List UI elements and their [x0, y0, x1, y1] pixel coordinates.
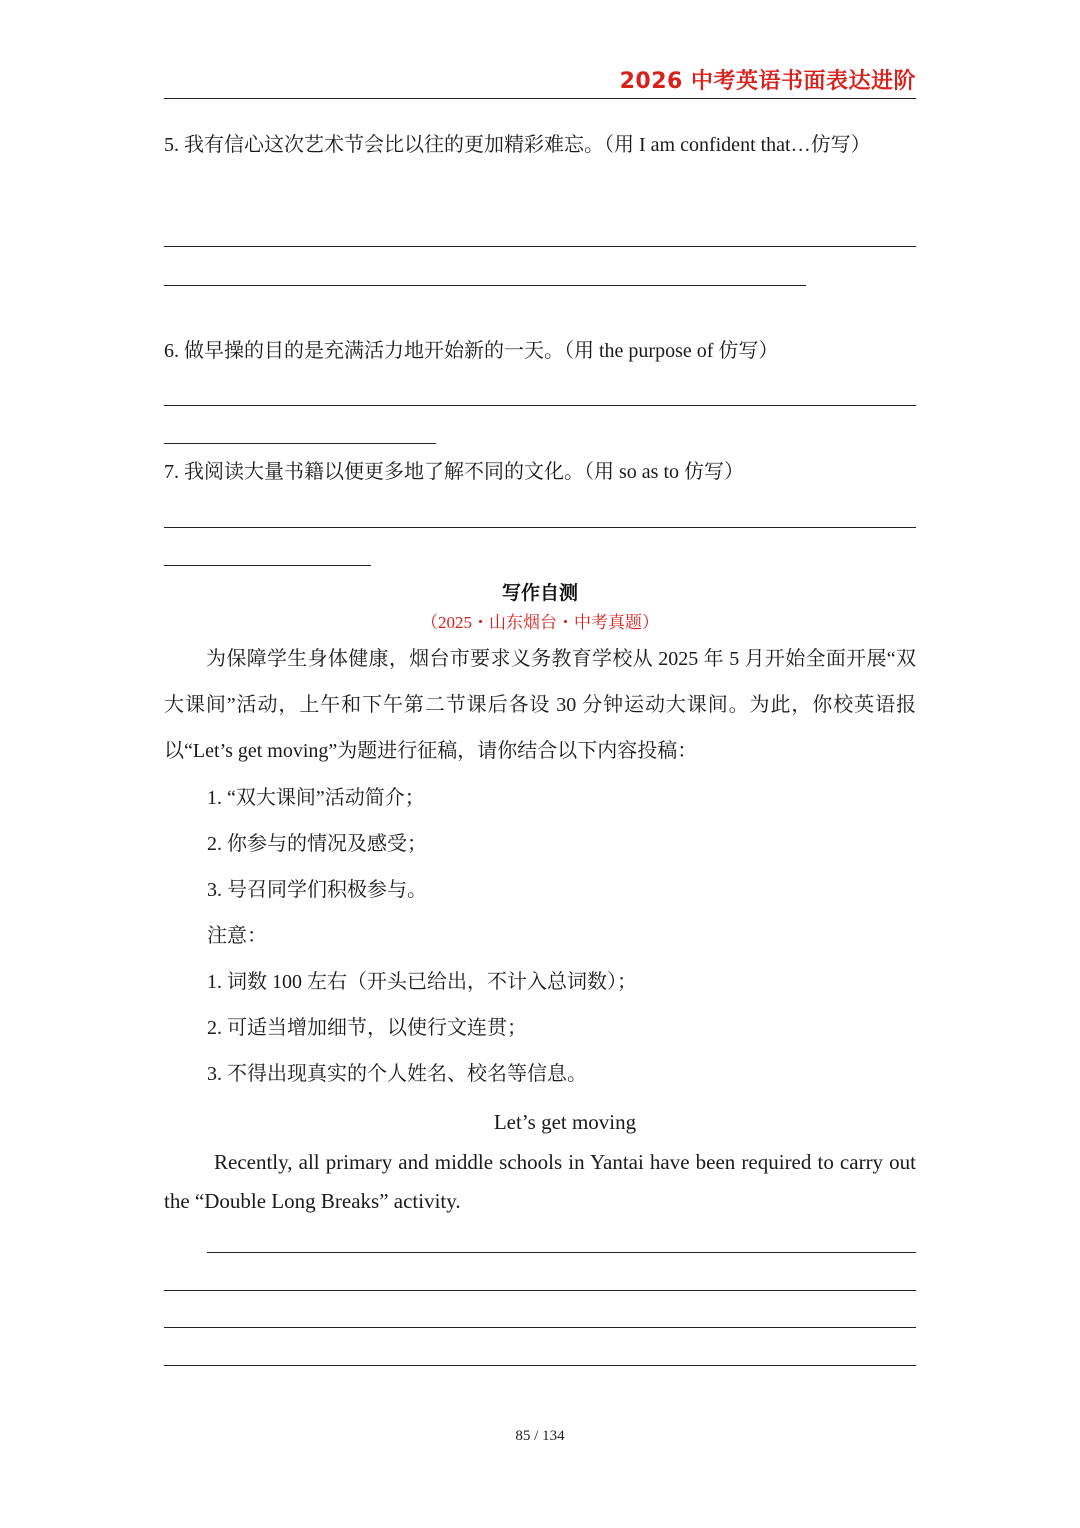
note-item: 2. 可适当增加细节，以使行文连贯； — [207, 1017, 527, 1039]
answer-line[interactable] — [164, 443, 436, 444]
essay-opening: Recently, all primary and middle schools in Yantai have been required to carry out the “Double Long Breaks” activity. — [164, 1150, 916, 1213]
writing-line[interactable] — [164, 1365, 916, 1366]
essay-title: Let’s get moving — [493, 1110, 637, 1134]
answer-line[interactable] — [164, 527, 916, 528]
section-title: 写作自测 — [501, 582, 578, 604]
answer-line[interactable] — [164, 246, 916, 247]
writing-line[interactable] — [164, 1290, 916, 1291]
notes-label: 注意： — [207, 925, 267, 947]
answer-line[interactable] — [164, 405, 916, 406]
question-text: 我阅读大量书籍以便更多地了解不同的文化。（用 so as to 仿写） — [184, 461, 744, 483]
header-title: 2026 中考英语书面表达进阶 — [619, 69, 916, 94]
note-item: 1. 词数 100 左右（开头已给出，不计入总词数）； — [207, 971, 637, 993]
writing-line[interactable] — [207, 1252, 916, 1253]
prompt-point: 1. “双大课间”活动简介； — [207, 787, 425, 809]
question-number: 5. — [164, 134, 179, 156]
note-item: 3. 不得出现真实的个人姓名、校名等信息。 — [207, 1063, 587, 1085]
prompt-point: 2. 你参与的情况及感受； — [207, 833, 427, 855]
question-text: 我有信心这次艺术节会比以往的更加精彩难忘。（用 I am confident that…仿写） — [184, 134, 871, 156]
answer-line[interactable] — [164, 285, 806, 286]
question-text: 做早操的目的是充满活力地开始新的一天。（用 the purpose of 仿写） — [184, 340, 779, 362]
prompt-point: 3. 号召同学们积极参与。 — [207, 879, 427, 901]
page-number: 85 / 134 — [515, 1428, 565, 1444]
question-number: 7. — [164, 461, 179, 483]
writing-line[interactable] — [164, 1327, 916, 1328]
question-7 — [164, 449, 916, 495]
header-divider — [164, 98, 916, 99]
answer-line[interactable] — [164, 565, 371, 566]
prompt-intro: 为保障学生身体健康，烟台市要求义务教育学校从 2025 年 5 月开始全面开展“双大课间”活动，上午和下午第二节课后各设 30 分钟运动大课间。为此，你校英语报以“Let’s get moving”为题进行征稿，请你结合以下内容投稿： — [164, 648, 916, 762]
question-5 — [164, 122, 916, 168]
question-number: 6. — [164, 340, 179, 362]
question-6 — [164, 328, 916, 374]
section-source: （2025・山东烟台・中考真题） — [421, 613, 659, 632]
